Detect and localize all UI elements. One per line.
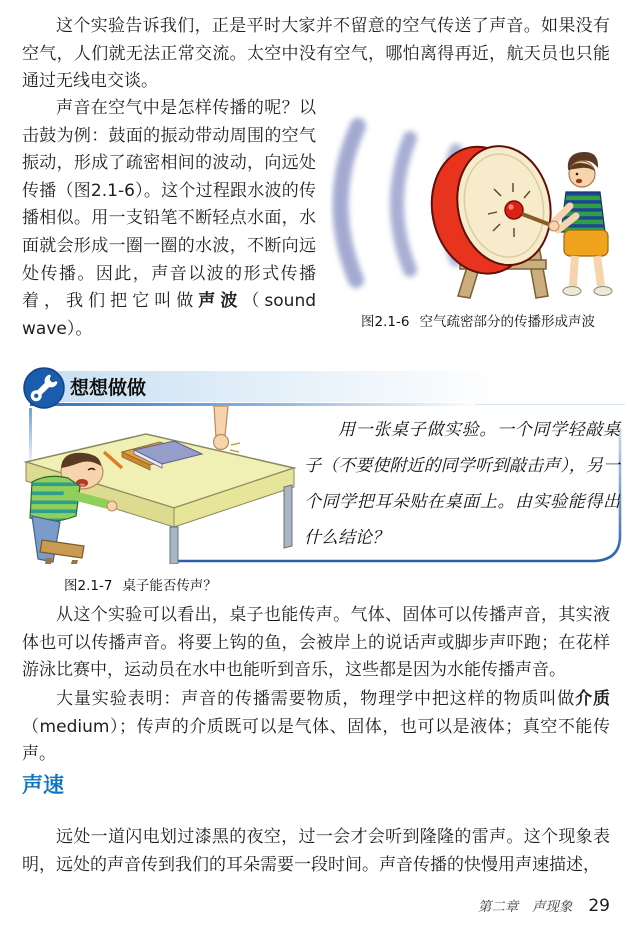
paragraph-medium-definition: [22, 686, 610, 769]
think-do-box: [20, 366, 622, 566]
figure-caption-text: 桌子能否传声？: [122, 578, 217, 594]
paragraph-text-tail: （medium）；传声的介质既可以是气体、固体，也可以是液体；真空不能传声。: [22, 716, 610, 764]
footer-chapter-title: 第二章 声现象: [477, 899, 573, 915]
think-do-instructions: 用一张桌子做实验。一个同学轻敲桌子（不要使附近的同学听到敲击声），另一个同学把耳朵贴在桌面上。由实验能得出什么结论？: [304, 420, 620, 548]
paragraph-text-tail: （sound wave）。: [22, 291, 317, 339]
figure-2-1-6-caption: [330, 310, 626, 330]
figure-label: 图2.1-7: [64, 578, 113, 594]
paragraph-text: 大量实验表明：声音的传播需要物质，物理学中把这样的物质叫做: [56, 689, 576, 709]
figure-2-1-7-caption: [64, 574, 217, 594]
footer-page-number: 29: [588, 896, 610, 916]
figure-label: 图2.1-6: [361, 314, 410, 330]
wrench-icon: [23, 367, 65, 409]
paragraph-text: 声音在空气中是怎样传播的呢？以击鼓为例：鼓面的振动带动周围的空气振动，形成了疏密相间的波动，向远处传播（图2.1-6）。这个过程跟水波的传播相似。用一支铅笔不断轻点水面，水面就会形成一圈一圈的水波，不断向远处传播。因此，声音以波的形式传播着，我们把它叫做: [22, 98, 316, 312]
section-heading-sound-speed: 声速: [22, 773, 64, 797]
paragraph-lightning-thunder: 远处一道闪电划过漆黑的夜空，过一会才会听到隆隆的雷声。这个现象表明，远处的声音传到我们的耳朵需要一段时间。声音传播的快慢用声速描述，: [22, 827, 610, 875]
think-do-title: 想想做做: [70, 377, 147, 399]
mallet-head: [505, 201, 523, 219]
paragraph-solids-liquids-transmit: 从这个实验可以看出，桌子也能传声。气体、固体可以传播声音，其实液体也可以传播声音。将要上钩的鱼，会被岸上的说话声或脚步声吓跑；在花样游泳比赛中，运动员在水中也能听到音乐，这些都是因为水能传播声音。: [22, 605, 610, 680]
drummer-boy: [549, 152, 612, 296]
paragraph-how-sound-travels: [22, 95, 316, 343]
figure-2-1-6: [330, 100, 626, 330]
drum-illustration: [330, 100, 626, 300]
keyword-sound-wave: 声波: [198, 291, 243, 312]
mallet-highlight: [508, 204, 513, 209]
figure-caption-text: 空气疏密部分的传播形成声波: [419, 314, 595, 330]
keyword-medium: 介质: [575, 689, 611, 709]
paragraph-air-transmits-sound: 这个实验告诉我们，正是平时大家并不留意的空气传送了声音。如果没有空气，人们就无法正常交流。太空中没有空气，哪怕离得再近，航天员也只能通过无线电交谈。: [22, 16, 610, 91]
page-footer: [478, 895, 610, 916]
table-experiment-illustration: [18, 406, 310, 564]
